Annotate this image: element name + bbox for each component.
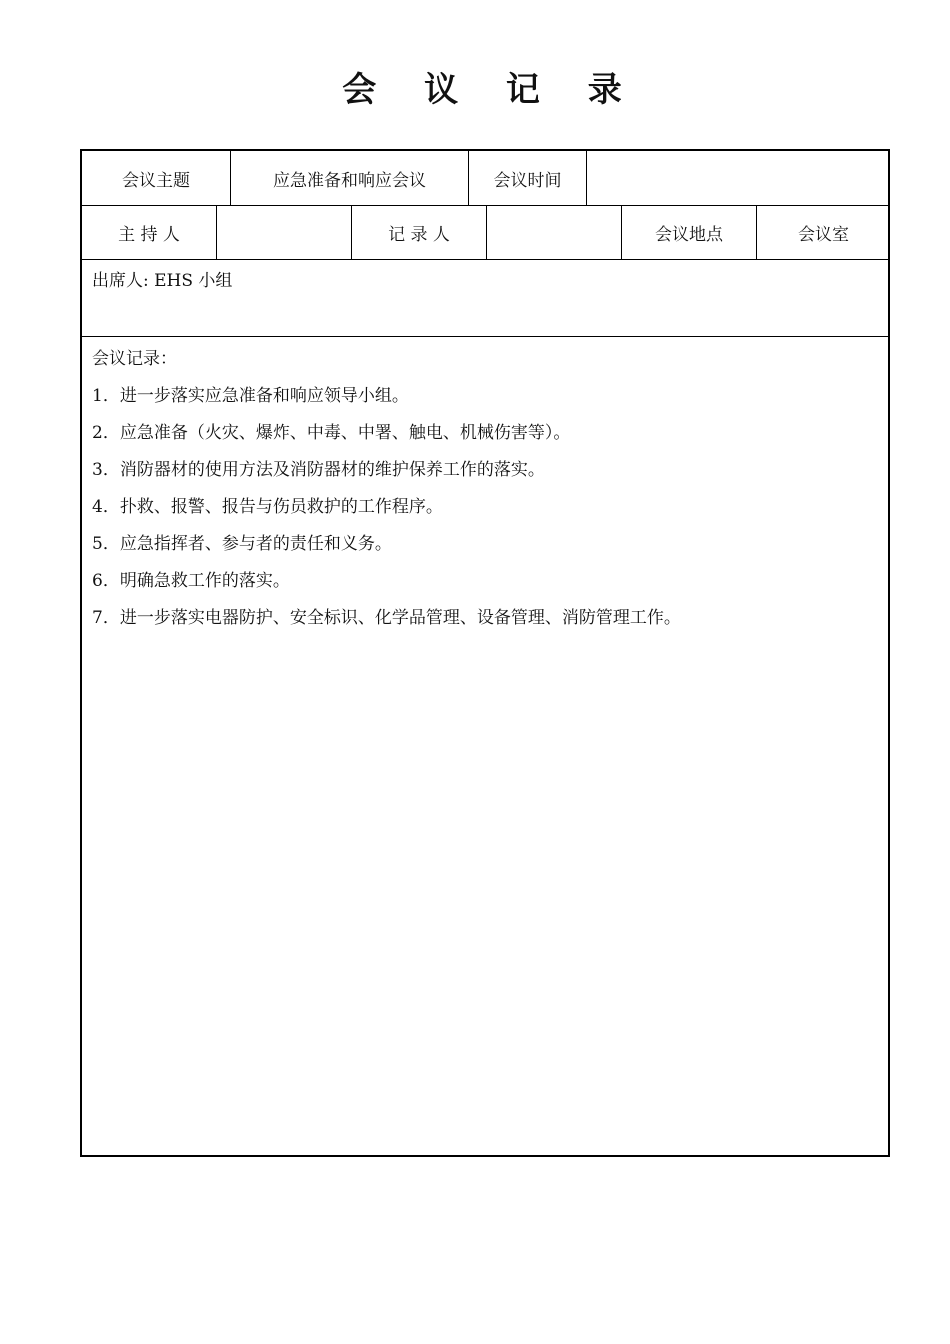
topic-value: 应急准备和响应会议 <box>273 170 426 191</box>
minutes-item: 1．进一步落实应急准备和响应领导小组。 <box>92 386 409 406</box>
document-title: 会 议 记 录 <box>342 70 640 110</box>
minutes-item: 5．应急指挥者、参与者的责任和义务。 <box>92 534 392 554</box>
time-label: 会议时间 <box>493 170 562 191</box>
minutes-item: 4．扑救、报警、报告与伤员救护的工作程序。 <box>92 497 443 517</box>
minutes-item: 3．消防器材的使用方法及消防器材的维护保养工作的落实。 <box>92 460 545 480</box>
header-row-topic <box>82 151 888 206</box>
header-row-host <box>82 206 888 260</box>
minutes-body <box>92 347 878 643</box>
recorder-label: 记 录 人 <box>388 225 450 245</box>
minutes-item: 6．明确急救工作的落实。 <box>92 571 290 591</box>
location-value: 会议室 <box>798 225 849 245</box>
host-label: 主 持 人 <box>118 225 180 245</box>
time-value <box>587 151 890 205</box>
recorder-value <box>487 206 621 259</box>
minutes-item: 7．进一步落实电器防护、安全标识、化学品管理、设备管理、消防管理工作。 <box>92 608 681 628</box>
minutes-table <box>80 149 890 1157</box>
attendees-row <box>82 260 888 337</box>
minutes-item: 2．应急准备（火灾、爆炸、中毒、中署、触电、机械伤害等）。 <box>92 423 571 443</box>
topic-label: 会议主题 <box>122 170 190 191</box>
location-label: 会议地点 <box>655 225 723 245</box>
attendees-label: 出席人: EHS 小组 <box>92 271 233 291</box>
minutes-heading: 会议记录： <box>92 349 177 369</box>
host-value <box>217 206 351 259</box>
